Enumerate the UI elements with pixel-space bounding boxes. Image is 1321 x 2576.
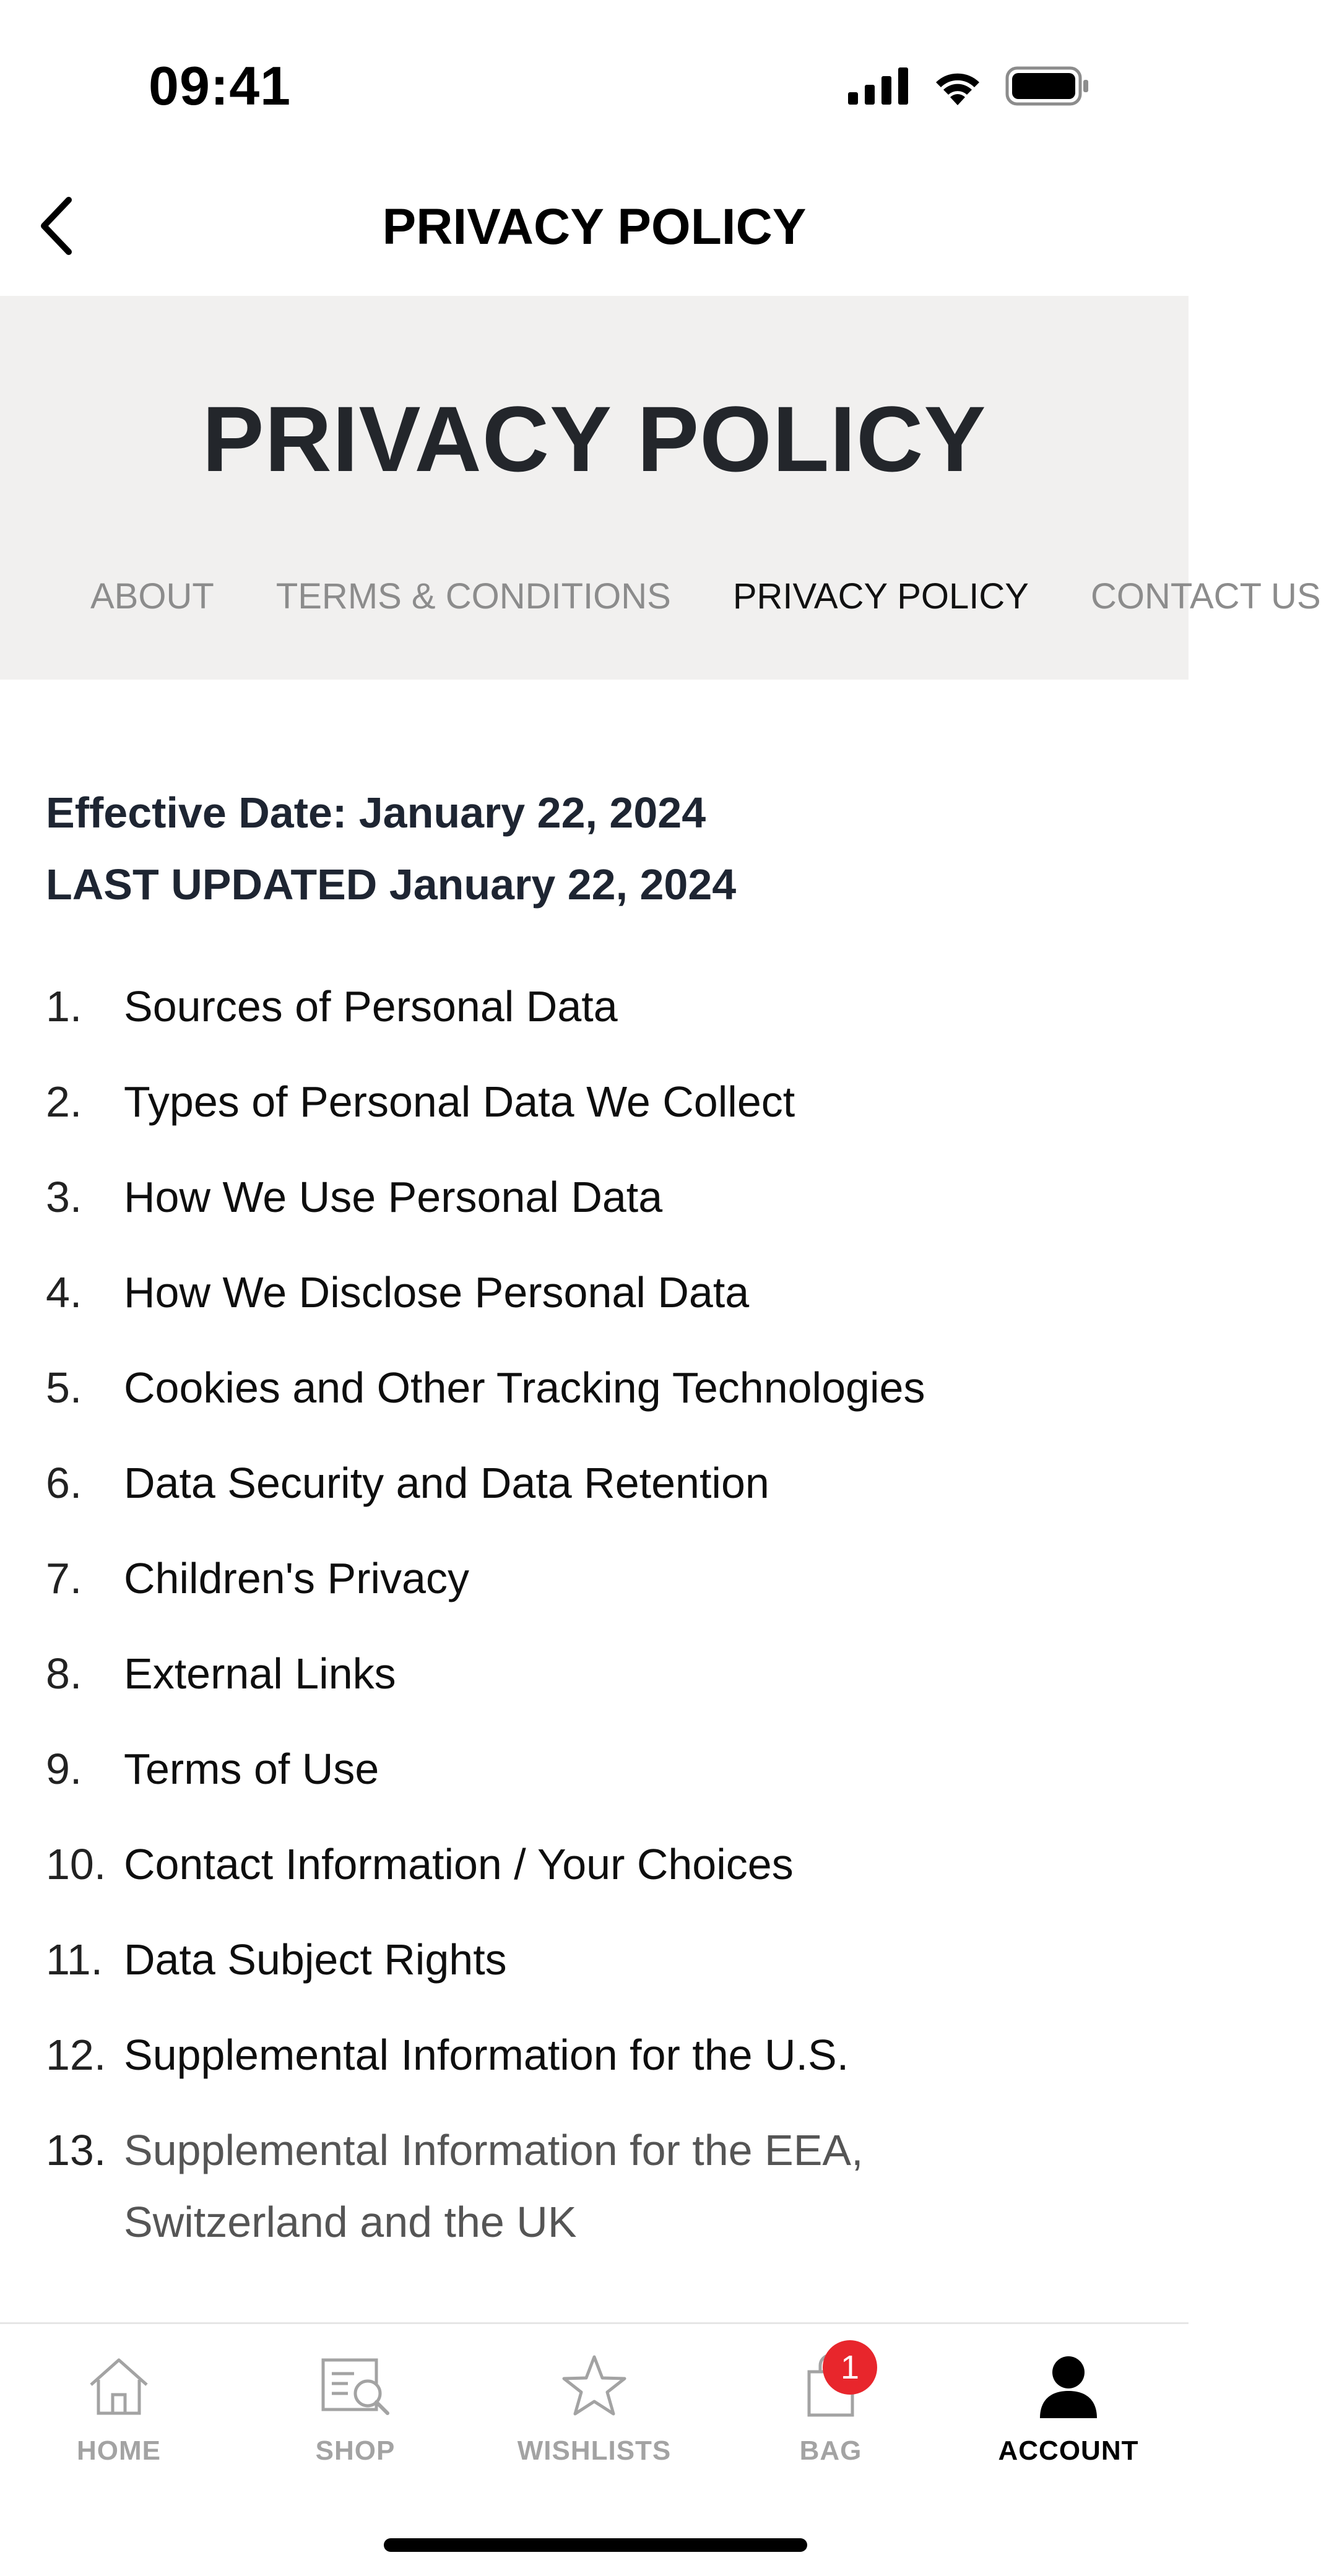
tab-contact-us[interactable]: CONTACT US [1090, 576, 1321, 616]
toc-link[interactable]: Cookies and Other Tracking Technologies [124, 1364, 925, 1412]
toc-link[interactable]: Supplemental Information for the EEA, Switzerland and the UK [124, 2126, 864, 2246]
tab-terms-conditions[interactable]: TERMS & CONDITIONS [275, 576, 671, 616]
bottom-tab-bar [0, 2322, 1189, 2576]
tab-bar-shop[interactable] [262, 2349, 448, 2491]
toc-number: 8. [46, 1649, 82, 1698]
tab-bar-home[interactable] [26, 2349, 212, 2491]
toc-link[interactable]: Terms of Use [124, 1745, 379, 1793]
toc-number: 9. [46, 1745, 82, 1793]
star-icon [554, 2349, 635, 2423]
toc-link[interactable]: How We Use Personal Data [124, 1173, 663, 1221]
tab-bar-bag[interactable] [738, 2349, 924, 2491]
toc-item[interactable] [46, 2114, 1148, 2258]
shop-search-icon [315, 2349, 396, 2423]
toc-item[interactable] [46, 1828, 1148, 1924]
last-updated: LAST UPDATED January 22, 2024 [46, 860, 737, 909]
status-bar [0, 0, 1189, 155]
home-indicator [384, 2538, 807, 2552]
toc-number: 11. [46, 1935, 103, 1984]
toc-number: 5. [46, 1364, 82, 1412]
bag-icon [790, 2349, 871, 2423]
cellular-signal-icon [848, 67, 910, 105]
tab-bar-label: ACCOUNT [998, 2436, 1139, 2466]
toc-number: 3. [46, 1173, 82, 1221]
tab-privacy-policy[interactable]: PRIVACY POLICY [732, 576, 1029, 616]
info-tabs [90, 576, 1321, 617]
toc-item[interactable] [46, 1066, 1148, 1161]
toc-link[interactable]: External Links [124, 1649, 396, 1698]
tab-bar-label: HOME [77, 2436, 161, 2466]
info-tabs-scroller[interactable] [0, 562, 1321, 636]
tab-bar-label: BAG [799, 2436, 862, 2466]
toc-item[interactable] [46, 1352, 1148, 1447]
tab-bar-label: WISHLISTS [517, 2436, 672, 2466]
toc-link[interactable]: Sources of Personal Data [124, 982, 618, 1031]
wifi-icon [931, 67, 984, 105]
tab-about[interactable]: ABOUT [90, 576, 214, 616]
toc-item[interactable] [46, 1161, 1148, 1256]
toc-number: 2. [46, 1078, 82, 1126]
toc-link[interactable]: How We Disclose Personal Data [124, 1268, 750, 1316]
status-time: 09:41 [149, 55, 292, 116]
toc-link[interactable]: Data Security and Data Retention [124, 1459, 769, 1507]
toc-number: 6. [46, 1459, 82, 1507]
toc-item[interactable] [46, 1924, 1148, 2019]
page-title: PRIVACY POLICY [202, 387, 987, 491]
toc-item[interactable] [46, 1447, 1148, 1542]
tab-bar-account[interactable] [976, 2349, 1161, 2491]
toc-item[interactable] [46, 2019, 1148, 2114]
toc-number: 4. [46, 1268, 82, 1316]
toc-number: 7. [46, 1554, 82, 1602]
navigation-bar [0, 155, 1189, 297]
policy-dates [46, 777, 736, 920]
battery-icon [1005, 66, 1089, 106]
hero-banner [0, 296, 1321, 680]
home-icon [79, 2349, 159, 2423]
status-icons [848, 64, 1089, 108]
toc-link[interactable]: Contact Information / Your Choices [124, 1840, 794, 1888]
nav-title: PRIVACY POLICY [382, 199, 807, 255]
toc-link[interactable]: Data Subject Rights [124, 1935, 507, 1984]
toc-number: 13. [46, 2126, 106, 2174]
toc-item[interactable] [46, 1256, 1148, 1352]
toc-number: 12. [46, 2031, 106, 2079]
person-icon [1028, 2349, 1109, 2423]
toc-item[interactable] [46, 1733, 1148, 1828]
toc-item[interactable] [46, 1542, 1148, 1638]
toc-item[interactable] [46, 1638, 1148, 1733]
toc-number: 10. [46, 1840, 106, 1888]
toc-number: 1. [46, 982, 82, 1031]
toc-link[interactable]: Types of Personal Data We Collect [124, 1078, 795, 1126]
tab-bar-wishlists[interactable] [501, 2349, 687, 2491]
toc-link[interactable]: Supplemental Information for the U.S. [124, 2031, 849, 2079]
effective-date: Effective Date: January 22, 2024 [46, 789, 706, 837]
toc-item[interactable] [46, 970, 1148, 1066]
toc-link[interactable]: Children's Privacy [124, 1554, 469, 1602]
table-of-contents [46, 970, 1148, 2258]
tab-bar-label: SHOP [315, 2436, 396, 2466]
bag-count-badge: 1 [823, 2340, 877, 2395]
